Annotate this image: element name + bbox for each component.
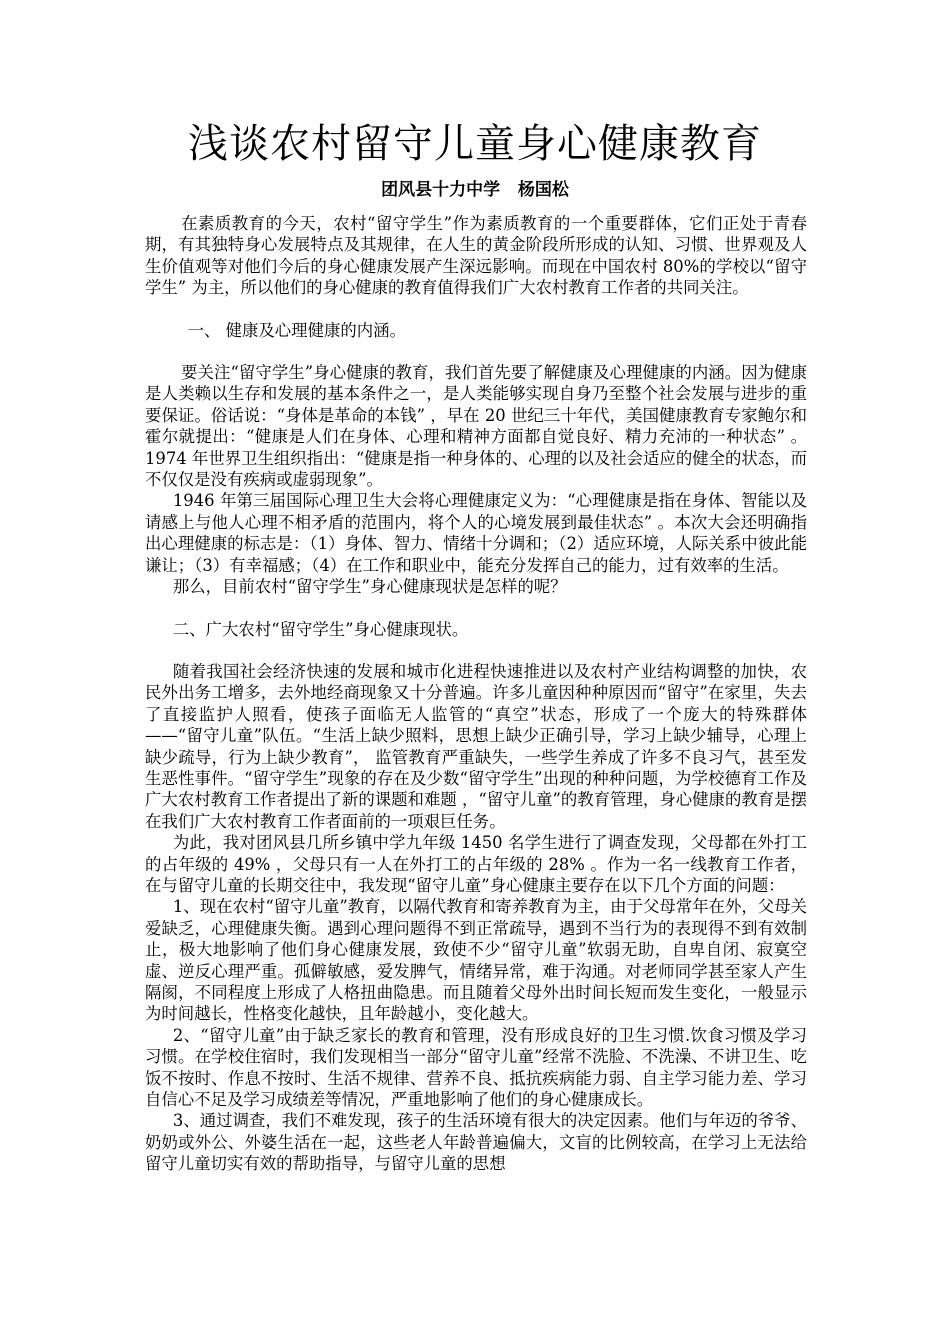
paragraph-survey: 为此，我对团风县几所乡镇中学九年级 1450 名学生进行了调查发现，父母都在外打工的占年级的 49% ，父母只有一人在外打工的占年级的 28% 。作为一名一线教育工作者，在与留守儿童的长期交往中，我发现“留守儿童”身心健康主要存在以下几个方面的问题： — [145, 833, 807, 895]
paragraph-gap — [145, 341, 807, 362]
paragraph-problem-1: 1、现在农村“留守儿童”教育，以隔代教育和寄养教育为主，由于父母常年在外，父母关爱缺乏，心理健康失衡。遇到心理问题得不到正常疏导，遇到不当行为的表现得不到有效制止，极大地影响了他们身心健康发展，致使不少“留守儿童”软弱无助，自卑自闭、寂寞空虚、逆反心理严重。孤僻敏感，爱发脾气，情绪异常，难于沟通。对老师同学甚至家人产生隔阂，不同程度上形成了人格扭曲隐患。而且随着父母外出时间长短而发生变化，一般显示为时间越长，性格变化越快，且年龄越小，变化越大。 — [145, 897, 807, 1024]
paragraph-health-definition: 要关注“留守学生”身心健康的教育，我们首先要了解健康及心理健康的内涵。因为健康是人类赖以生存和发展的基本条件之一，是人类能够实现自身乃至整个社会发展与进步的重要保证。俗话说：“身体是革命的本钱” ，早在 20 世纪三十年代，美国健康教育专家鲍尔和霍尔就提出：“健康是人们在身体、心理和精神方面都自觉良好、精力充沛的一种状态” 。1974 年世界卫生组织指出：“健康是指一种身体的、心理的以及社会适应的健全的状态，而不仅仅是没有疾病或虚弱现象”。 — [145, 363, 807, 490]
section-heading-1: 一、 健康及心理健康的内涵。 — [187, 320, 406, 340]
paragraph-problem-2: 2、“留守儿童”由于缺乏家长的教育和管理，没有形成良好的卫生习惯.饮食习惯及学习习惯。在学校住宿时，我们发现相当一部分“留守儿童”经常不洗脸、不洗澡、不讲卫生、吃饭不按时、作息不按时、生活不规律、营养不良、抵抗疾病能力弱、自主学习能力差、学习自信心不足及学习成绩差等情况，严重地影响了他们的身心健康成长。 — [145, 1025, 807, 1110]
paragraph-mental-health-definition: 1946 年第三届国际心理卫生大会将心理健康定义为：“心理健康是指在身体、智能以及请感上与他人心理不相矛盾的范围内，将个人的心境发展到最佳状态” 。本次大会还明确指出心理健康的标志是：（1）身体、智力、情绪十分调和；（2）适应环境，人际关系中彼此能谦让；（3）有幸福感；（4）在工作和职业中，能充分发挥自己的能力，过有效率的生活。 — [145, 491, 807, 575]
paragraph-current-situation: 随着我国社会经济快速的发展和城市化进程快速推进以及农村产业结构调整的加快，农民外出务工增多，去外地经商现象又十分普遍。许多儿童因种种原因而“留守”在家里，失去了直接监护人照看，使孩子面临无人监管的“真空”状态，形成了一个庞大的特殊群体 ——“留守儿童”队伍。“生活上缺少照料，思想上缺少正确引导，学习上缺少辅导，心理上缺少疏导，行为上缺少教育”， 监管教育严重缺失，一些学生养成了许多不良习气，甚至发生恶性事件。“留守学生”现象的存在及少数“留守学生”出现的种种问题，为学校德育工作及广大农村教育工作者提出了新的课题和难题 ，“留守儿童”的教育管理，身心健康的教育是摆在我们广大农村教育工作者面前的一项艰巨任务。 — [145, 661, 807, 831]
paragraph-intro: 在素质教育的今天，农村“留守学生”作为素质教育的一个重要群体，它们正处于青春期，有其独特身心发展特点及其规律，在人生的黄金阶段所形成的认知、习惯、世界观及人生价值观等对他们今后的身心健康发展产生深远影响。而现在中国农村 80%的学校以“留守学生” 为主，所以他们的身心健康的教育值得我们广大农村教育工作者的共同关注。 — [145, 214, 807, 298]
section-heading-2: 二、广大农村“留守学生”身心健康现状。 — [172, 619, 469, 639]
paragraph-problem-3: 3、通过调查，我们不难发现，孩子的生活环境有很大的决定因素。他们与年迈的爷爷、奶奶或外公、外婆生活在一起，这些老人年龄普遍偏大，文盲的比例较高，在学习上无法给留守儿童切实有效的帮助指导，与留守儿童的思想 — [145, 1111, 807, 1174]
document-body — [145, 213, 807, 1175]
paragraph-gap — [145, 299, 807, 320]
document-title: 浅谈农村留守儿童身心健康教育 — [188, 121, 762, 167]
author-line: 团风县十力中学 杨国松 — [381, 180, 569, 200]
paragraph-question: 那么，目前农村“留守学生”身心健康现状是怎样的呢？ — [172, 577, 567, 597]
paragraph-gap — [145, 640, 807, 661]
paragraph-gap — [145, 598, 807, 619]
